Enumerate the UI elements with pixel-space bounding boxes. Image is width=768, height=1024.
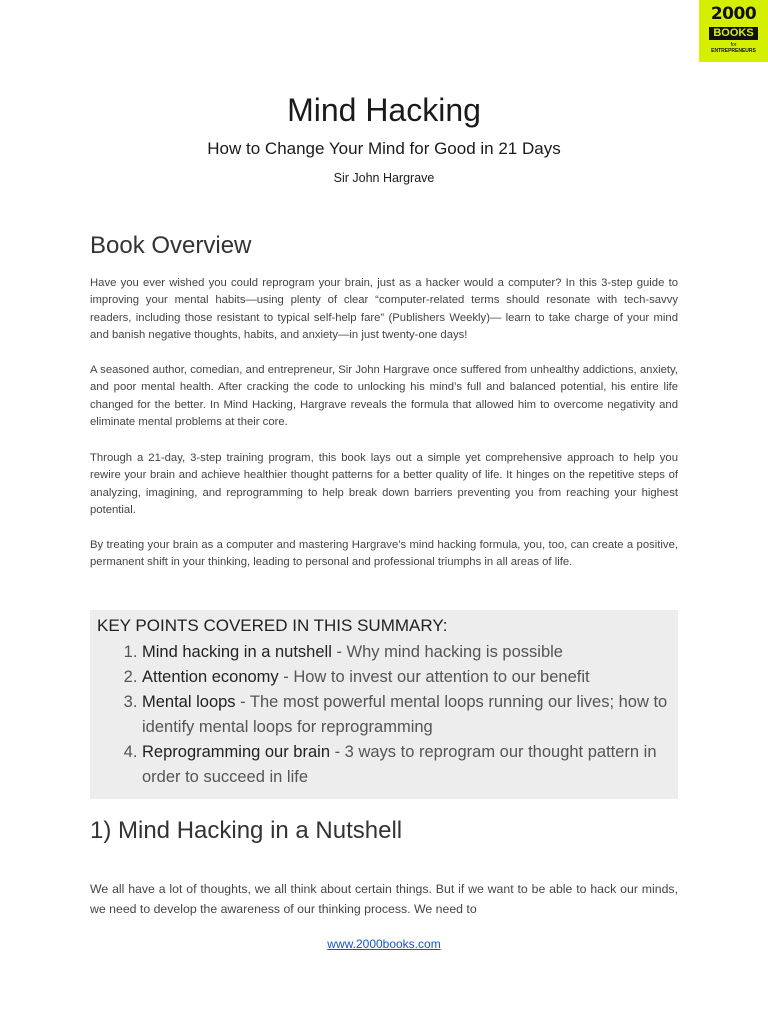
- overview-paragraph-2: A seasoned author, comedian, and entrepreneur, Sir John Hargrave once suffered from unhealthy addictions, anxiety, and poor mental health. After cracking the code to unlocking his mind’s full and balanced potential, his entire life changed for the better. In Mind Hacking, Hargrave reveals the formula that allowed him to overcome negativity and eliminate mental problems at their core.: [90, 364, 678, 429]
- key-point-name: Mental loops: [142, 693, 236, 711]
- key-point-item: [142, 740, 682, 790]
- overview-heading: Book Overview: [90, 232, 252, 259]
- logo-for: for: [730, 42, 737, 48]
- key-point-name: Mind hacking in a nutshell: [142, 643, 332, 661]
- logo-number: 2000: [710, 4, 757, 24]
- key-point-name: Reprogramming our brain: [142, 743, 331, 761]
- overview-paragraph-4: By treating your brain as a computer and mastering Hargrave’s mind hacking formula, you, too, can create a positive, permanent shift in your thinking, leading to personal and professional triumphs in all areas of life.: [90, 539, 678, 569]
- key-point-desc: - The most powerful mental loops running our lives; how to identify mental loops for reprogramming: [142, 693, 668, 736]
- book-title: Mind Hacking: [287, 92, 481, 128]
- section1-heading: 1) Mind Hacking in a Nutshell: [90, 817, 403, 844]
- key-point-item: [142, 690, 682, 740]
- overview-paragraph-3: Through a 21-day, 3-step training program, this book lays out a simple yet comprehensive approach to help you rewire your brain and achieve healthier thought patterns for a better quality of life. It hinges on the repetitive steps of analyzing, imagining, and reprogramming to help break down barriers preventing you from reaching your highest potential.: [90, 452, 678, 517]
- key-point-item: [142, 665, 682, 690]
- section1-paragraph: We all have a lot of thoughts, we all think about certain things. But if we want to be able to hack our minds, we need to develop the awareness of our thinking process. We need to: [90, 882, 678, 916]
- key-points-title: KEY POINTS COVERED IN THIS SUMMARY:: [97, 616, 448, 635]
- key-point-desc: - 3 ways to reprogram our thought pattern in order to succeed in life: [142, 743, 657, 786]
- book-author: Sir John Hargrave: [333, 171, 435, 185]
- overview-paragraph-1: Have you ever wished you could reprogram your brain, just as a hacker would a computer? In this 3-step guide to improving your mental habits—using plenty of clear “computer-related terms should resonate with tech-savvy readers, including those resistant to typical self-help fare” (Publishers Weekly)— learn to take charge of your mind and banish negative thoughts, habits, and anxiety—in just twenty-one days!: [90, 277, 678, 342]
- key-points-list: [106, 640, 682, 790]
- book-subtitle: How to Change Your Mind for Good in 21 Days: [207, 139, 561, 158]
- key-points-box: [90, 610, 678, 799]
- logo-entrepreneurs: ENTREPRENEURS: [711, 48, 756, 54]
- brand-logo: [699, 0, 768, 62]
- key-point-name: Attention economy: [142, 668, 279, 686]
- key-point-item: [142, 640, 682, 665]
- website-link[interactable]: www.2000books.com: [327, 937, 441, 951]
- logo-books: BOOKS: [709, 27, 757, 40]
- key-point-desc: - Why mind hacking is possible: [331, 643, 563, 661]
- key-point-desc: - How to invest our attention to our benefit: [278, 668, 590, 686]
